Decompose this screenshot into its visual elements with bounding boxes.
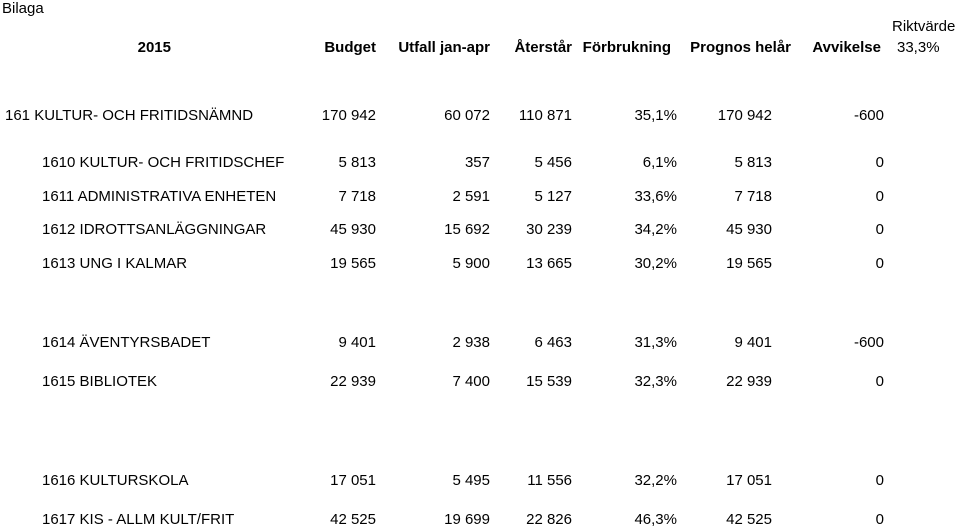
target-value: 33,3% xyxy=(897,39,940,56)
cell-outcome: 15 692 xyxy=(444,221,490,238)
attachment-label: Bilaga xyxy=(2,0,44,17)
cell-deviation: 0 xyxy=(875,188,884,205)
cell-forecast: 45 930 xyxy=(726,221,772,238)
header-remaining: Återstår xyxy=(514,39,572,56)
cell-usage: 34,2% xyxy=(634,221,677,238)
cell-deviation: 0 xyxy=(875,255,884,272)
row-name: 1614 ÄVENTYRSBADET xyxy=(42,334,211,351)
cell-budget: 45 930 xyxy=(330,221,376,238)
cell-remaining: 6 463 xyxy=(534,334,572,351)
cell-usage: 33,6% xyxy=(634,188,677,205)
cell-deviation: 0 xyxy=(875,373,884,390)
table-row xyxy=(0,108,960,124)
row-name: 1612 IDROTTSANLÄGGNINGAR xyxy=(42,221,267,238)
row-name: 161 KULTUR- OCH FRITIDSNÄMND xyxy=(5,107,254,124)
table-row xyxy=(0,189,960,205)
cell-budget: 170 942 xyxy=(321,107,376,124)
cell-remaining: 30 239 xyxy=(526,221,572,238)
cell-budget: 17 051 xyxy=(330,472,376,489)
header-forecast: Prognos helår xyxy=(690,39,791,56)
cell-deviation: 0 xyxy=(875,511,884,528)
cell-outcome: 5 900 xyxy=(452,255,490,272)
cell-usage: 35,1% xyxy=(634,107,677,124)
table-row xyxy=(0,335,960,351)
target-label: Riktvärde xyxy=(892,18,956,35)
table-row xyxy=(0,155,960,171)
row-name: 1613 UNG I KALMAR xyxy=(42,255,188,272)
cell-deviation: -600 xyxy=(853,334,884,351)
row-name: 1615 BIBLIOTEK xyxy=(42,373,158,390)
cell-deviation: 0 xyxy=(875,472,884,489)
cell-forecast: 22 939 xyxy=(726,373,772,390)
cell-deviation: 0 xyxy=(875,221,884,238)
cell-forecast: 7 718 xyxy=(734,188,772,205)
cell-deviation: 0 xyxy=(875,154,884,171)
cell-outcome: 60 072 xyxy=(444,107,490,124)
cell-forecast: 19 565 xyxy=(726,255,772,272)
cell-outcome: 5 495 xyxy=(452,472,490,489)
cell-remaining: 5 127 xyxy=(534,188,572,205)
cell-remaining: 11 556 xyxy=(527,472,572,489)
cell-budget: 9 401 xyxy=(338,334,376,351)
header-year: 2015 xyxy=(137,39,171,56)
cell-outcome: 357 xyxy=(464,154,490,171)
table-row xyxy=(0,222,960,238)
cell-budget: 42 525 xyxy=(330,511,376,528)
cell-usage: 6,1% xyxy=(642,154,677,171)
row-name: 1610 KULTUR- OCH FRITIDSCHEF xyxy=(42,154,285,171)
cell-outcome: 19 699 xyxy=(444,511,490,528)
header-deviation: Avvikelse xyxy=(812,39,881,56)
header-usage: Förbrukning xyxy=(582,39,671,56)
table-row xyxy=(0,512,960,528)
cell-remaining: 110 871 xyxy=(518,107,572,124)
cell-usage: 32,3% xyxy=(634,373,677,390)
header-outcome: Utfall jan-apr xyxy=(398,39,490,56)
cell-remaining: 13 665 xyxy=(526,255,572,272)
cell-remaining: 5 456 xyxy=(534,154,572,171)
cell-remaining: 22 826 xyxy=(526,511,572,528)
cell-usage: 32,2% xyxy=(634,472,677,489)
cell-usage: 30,2% xyxy=(634,255,677,272)
table-row xyxy=(0,374,960,390)
cell-forecast: 9 401 xyxy=(734,334,772,351)
cell-budget: 19 565 xyxy=(330,255,376,272)
cell-budget: 22 939 xyxy=(330,373,376,390)
cell-forecast: 42 525 xyxy=(726,511,772,528)
table-row xyxy=(0,473,960,489)
table-row xyxy=(0,256,960,272)
cell-usage: 31,3% xyxy=(634,334,677,351)
cell-deviation: -600 xyxy=(853,107,884,124)
cell-outcome: 2 938 xyxy=(452,334,490,351)
cell-remaining: 15 539 xyxy=(526,373,572,390)
cell-forecast: 17 051 xyxy=(726,472,772,489)
cell-outcome: 2 591 xyxy=(452,188,490,205)
cell-budget: 7 718 xyxy=(338,188,376,205)
cell-usage: 46,3% xyxy=(634,511,677,528)
cell-forecast: 5 813 xyxy=(734,154,772,171)
header-budget: Budget xyxy=(324,39,376,56)
cell-budget: 5 813 xyxy=(338,154,376,171)
row-name: 1617 KIS - ALLM KULT/FRIT xyxy=(42,511,235,528)
row-name: 1611 ADMINISTRATIVA ENHETEN xyxy=(42,188,277,205)
cell-outcome: 7 400 xyxy=(452,373,490,390)
row-name: 1616 KULTURSKOLA xyxy=(42,472,189,489)
cell-forecast: 170 942 xyxy=(717,107,772,124)
